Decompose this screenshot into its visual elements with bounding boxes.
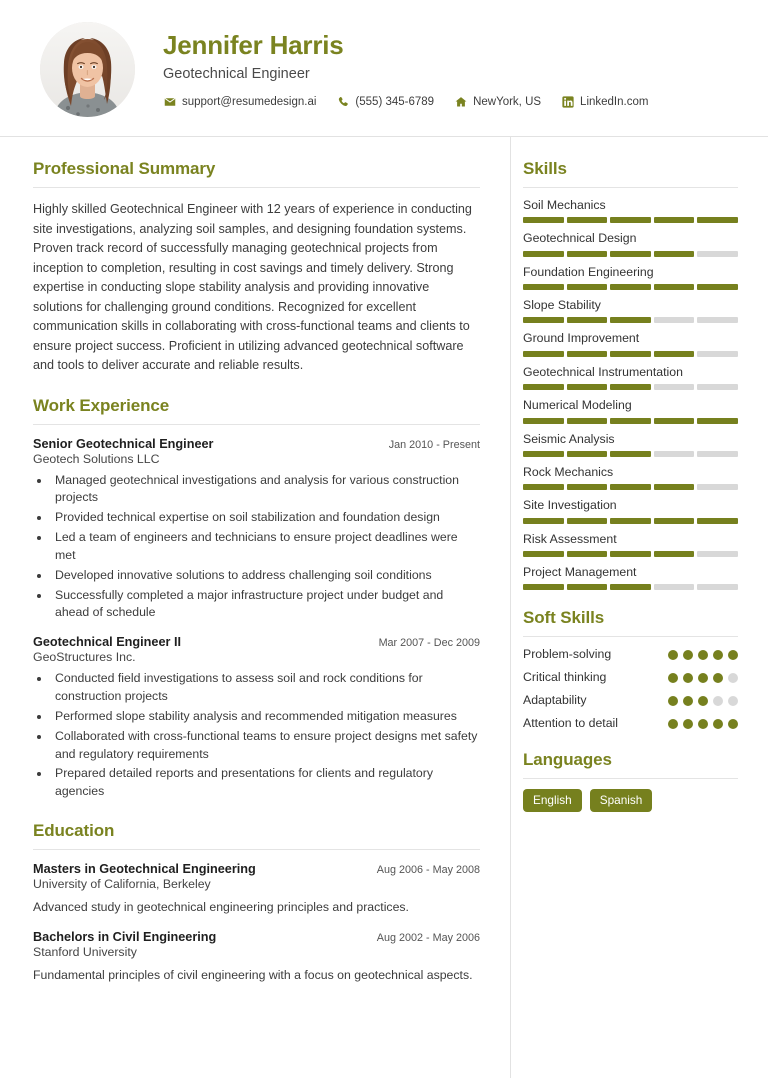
skill-bar-segment [567, 518, 608, 524]
rating-dot [683, 650, 693, 660]
soft-skill-item [523, 647, 738, 663]
skill-bar-segment [610, 451, 651, 457]
skill-bar-segment [697, 251, 738, 257]
soft-skill-label: Attention to detail [523, 716, 619, 731]
skill-bar-segment [523, 518, 564, 524]
soft-skill-label: Critical thinking [523, 670, 607, 685]
bullet-item: • Prepared detailed reports and presentations for clients and regulatory agencies [51, 765, 480, 801]
soft-skill-rating [668, 716, 738, 729]
skill-item [523, 532, 738, 557]
education-list [33, 862, 480, 984]
entry-item [33, 930, 480, 984]
skill-bar-segment [567, 451, 608, 457]
section-divider [523, 636, 738, 637]
skills-list [523, 198, 738, 590]
rating-dot [713, 696, 723, 706]
entry-date: Aug 2002 - May 2006 [376, 931, 480, 944]
entry-title: Bachelors in Civil Engineering [33, 929, 217, 944]
skill-level-bar [523, 284, 738, 290]
skill-level-bar [523, 317, 738, 323]
soft-skill-item [523, 693, 738, 709]
skill-item [523, 265, 738, 290]
skill-bar-segment [610, 484, 651, 490]
skill-item [523, 331, 738, 356]
entry-header [33, 862, 480, 876]
section-title-languages: Languages [523, 750, 612, 770]
entry-bullets [51, 472, 480, 623]
skill-bar-segment [567, 217, 608, 223]
skill-level-bar [523, 584, 738, 590]
resume-body [0, 137, 768, 1078]
skill-bar-segment [654, 217, 695, 223]
skill-bar-segment [654, 351, 695, 357]
skill-bar-segment [567, 251, 608, 257]
skill-bar-segment [654, 451, 695, 457]
skill-bar-segment [567, 351, 608, 357]
bullet-item: • Conducted field investigations to assess soil and rock conditions for construction projects [51, 670, 480, 706]
entry-date: Aug 2006 - May 2008 [376, 864, 480, 877]
rating-dot [683, 719, 693, 729]
bullet-item: • Developed innovative solutions to address challenging soil conditions [51, 567, 480, 585]
entry-organization: Geotech Solutions LLC [33, 451, 160, 466]
skill-bar-segment [697, 284, 738, 290]
skill-bar-segment [697, 351, 738, 357]
entry-title: Senior Geotechnical Engineer [33, 436, 214, 451]
skill-label: Seismic Analysis [523, 431, 615, 446]
rating-dot [713, 719, 723, 729]
skill-bar-segment [697, 518, 738, 524]
skill-bar-segment [523, 351, 564, 357]
contact-row [163, 96, 648, 109]
skill-bar-segment [523, 551, 564, 557]
section-divider [33, 424, 480, 425]
skill-level-bar [523, 484, 738, 490]
skill-level-bar [523, 518, 738, 524]
skill-bar-segment [654, 551, 695, 557]
main-column [0, 137, 511, 1078]
contact-email[interactable] [163, 96, 316, 109]
skill-bar-segment [697, 484, 738, 490]
rating-dot [668, 696, 678, 706]
skill-label: Geotechnical Design [523, 231, 637, 246]
rating-dot [728, 696, 738, 706]
skill-label: Ground Improvement [523, 331, 640, 346]
rating-dot [713, 650, 723, 660]
skill-bar-segment [610, 284, 651, 290]
home-icon [454, 96, 467, 109]
skill-bar-segment [610, 384, 651, 390]
skill-bar-segment [697, 317, 738, 323]
contact-linkedin-text: LinkedIn.com [580, 96, 649, 109]
rating-dot [728, 673, 738, 683]
skill-bar-segment [567, 418, 608, 424]
skill-bar-segment [523, 484, 564, 490]
entry-date: Jan 2010 - Present [388, 438, 480, 451]
skill-bar-segment [697, 217, 738, 223]
skill-bar-segment [697, 384, 738, 390]
entry-bullets [51, 670, 480, 801]
language-chip[interactable]: Spanish [590, 789, 653, 812]
skill-bar-segment [610, 317, 651, 323]
skill-bar-segment [523, 251, 564, 257]
contact-location-text: NewYork, US [473, 96, 542, 109]
skill-label: Slope Stability [523, 298, 601, 313]
entry-header [33, 930, 480, 944]
skill-bar-segment [654, 284, 695, 290]
skill-item [523, 565, 738, 590]
header-text [163, 29, 648, 109]
skill-bar-segment [610, 251, 651, 257]
rating-dot [683, 696, 693, 706]
contact-email-text: support@resumedesign.ai [182, 96, 317, 109]
skill-bar-segment [697, 584, 738, 590]
entry-description: Fundamental principles of civil engineering with a focus on geotechnical aspects. [33, 967, 473, 982]
skill-level-bar [523, 384, 738, 390]
summary-text: Highly skilled Geotechnical Engineer with 12 years of experience in conducting site investigations, analyzing soil samples, and designing foundation systems. Proven track record of successfully managing geotechnical projects from inception to completion, resulting in cost savings and timely delivery. Strong expertise in conducting slope stability analysis and providing innovative solutions for challenging ground conditions. Recognized for excellent communication skills in collaborating with cross-functional teams and clients to ensure project success. Proficient in utilizing advanced geotechnical software and tools to deliver accurate and reliable results. [33, 202, 472, 373]
entry-header [33, 635, 480, 649]
skill-bar-segment [654, 317, 695, 323]
skill-bar-segment [523, 384, 564, 390]
linkedin-icon [561, 96, 574, 109]
skill-bar-segment [697, 551, 738, 557]
section-divider [523, 187, 738, 188]
skill-label: Geotechnical Instrumentation [523, 364, 683, 379]
rating-dot [668, 673, 678, 683]
entry-item [33, 635, 480, 801]
entry-title: Masters in Geotechnical Engineering [33, 862, 256, 877]
contact-phone[interactable] [336, 96, 434, 109]
skill-bar-segment [523, 284, 564, 290]
skill-bar-segment [610, 518, 651, 524]
skill-item [523, 298, 738, 323]
soft-skills-list [523, 647, 738, 732]
skill-bar-segment [523, 217, 564, 223]
section-divider [33, 187, 480, 188]
skill-bar-segment [610, 418, 651, 424]
skill-bar-segment [610, 584, 651, 590]
bullet-item: • Provided technical expertise on soil stabilization and foundation design [51, 509, 480, 527]
skill-label: Site Investigation [523, 498, 617, 513]
skill-bar-segment [654, 518, 695, 524]
experience-list [33, 437, 480, 801]
skill-label: Project Management [523, 564, 637, 579]
rating-dot [698, 673, 708, 683]
skill-bar-segment [654, 418, 695, 424]
skill-level-bar [523, 351, 738, 357]
soft-skill-item [523, 670, 738, 686]
skill-item [523, 465, 738, 490]
soft-skill-label: Adaptability [523, 693, 587, 708]
rating-dot [698, 650, 708, 660]
skill-bar-segment [567, 317, 608, 323]
soft-skill-item [523, 716, 738, 732]
entry-header [33, 437, 480, 451]
skill-bar-segment [654, 384, 695, 390]
rating-dot [728, 719, 738, 729]
skill-label: Rock Mechanics [523, 464, 614, 479]
skill-bar-segment [523, 451, 564, 457]
skill-bar-segment [654, 251, 695, 257]
job-role: Geotechnical Engineer [163, 65, 310, 82]
skill-level-bar [523, 217, 738, 223]
rating-dot [683, 673, 693, 683]
skill-bar-segment [697, 418, 738, 424]
rating-dot [698, 719, 708, 729]
entry-description: Advanced study in geotechnical engineering principles and practices. [33, 900, 409, 915]
section-soft-skills [523, 608, 738, 732]
soft-skill-rating [668, 647, 738, 660]
section-work-experience [33, 396, 480, 801]
bullet-item: • Successfully completed a major infrastructure project under budget and ahead of schedule [51, 587, 480, 623]
skill-label: Foundation Engineering [523, 264, 654, 279]
skill-item [523, 432, 738, 457]
rating-dot [668, 650, 678, 660]
bullet-item: • Led a team of engineers and technicians to ensure project deadlines were met [51, 529, 480, 565]
avatar [40, 22, 135, 117]
bullet-item: • Performed slope stability analysis and recommended mitigation measures [51, 708, 480, 726]
envelope-icon [163, 96, 176, 109]
skill-item [523, 231, 738, 256]
skill-bar-segment [610, 217, 651, 223]
entry-item [33, 437, 480, 623]
entry-title: Geotechnical Engineer II [33, 635, 182, 650]
skill-level-bar [523, 251, 738, 257]
languages-list [523, 789, 738, 812]
section-divider [523, 778, 738, 779]
skill-bar-segment [523, 418, 564, 424]
entry-organization: Stanford University [33, 944, 137, 959]
soft-skill-label: Problem-solving [523, 647, 612, 662]
section-divider [33, 849, 480, 850]
page-title: Jennifer Harris [163, 30, 344, 61]
skill-bar-segment [654, 584, 695, 590]
skill-label: Risk Assessment [523, 531, 617, 546]
sidebar-column [511, 137, 768, 1078]
contact-phone-text: (555) 345-6789 [355, 96, 435, 109]
skill-item [523, 398, 738, 423]
rating-dot [668, 719, 678, 729]
skill-label: Numerical Modeling [523, 398, 632, 413]
entry-item [33, 862, 480, 916]
skill-item [523, 498, 738, 523]
skill-bar-segment [697, 451, 738, 457]
skill-label: Soil Mechanics [523, 198, 606, 212]
skill-bar-segment [567, 484, 608, 490]
rating-dot [728, 650, 738, 660]
skill-level-bar [523, 551, 738, 557]
skill-level-bar [523, 451, 738, 457]
phone-icon [336, 96, 349, 109]
section-professional-summary [33, 159, 480, 376]
rating-dot [713, 673, 723, 683]
entry-organization: GeoStructures Inc. [33, 650, 136, 665]
section-skills [523, 159, 738, 590]
rating-dot [698, 696, 708, 706]
language-chip[interactable]: English [523, 789, 582, 812]
skill-bar-segment [523, 584, 564, 590]
skill-bar-segment [523, 317, 564, 323]
section-title-education: Education [33, 821, 115, 841]
section-title-skills: Skills [523, 159, 567, 178]
skill-item [523, 365, 738, 390]
soft-skill-rating [668, 693, 738, 706]
entry-organization: University of California, Berkeley [33, 877, 211, 892]
skill-bar-segment [567, 551, 608, 557]
bullet-item: • Managed geotechnical investigations and analysis for various construction projects [51, 472, 480, 508]
section-title-summary: Professional Summary [33, 159, 216, 178]
skill-bar-segment [567, 384, 608, 390]
resume-header [0, 0, 768, 137]
skill-bar-segment [610, 551, 651, 557]
section-education [33, 821, 480, 984]
contact-location[interactable] [454, 96, 541, 109]
skill-bar-segment [567, 584, 608, 590]
skill-item [523, 198, 738, 223]
section-title-experience: Work Experience [33, 395, 170, 415]
contact-linkedin[interactable] [561, 96, 648, 109]
soft-skill-rating [668, 670, 738, 683]
skill-bar-segment [610, 351, 651, 357]
skill-bar-segment [654, 484, 695, 490]
skill-bar-segment [567, 284, 608, 290]
section-languages [523, 750, 738, 812]
skill-level-bar [523, 418, 738, 424]
entry-date: Mar 2007 - Dec 2009 [378, 637, 480, 650]
section-title-soft-skills: Soft Skills [523, 608, 605, 628]
bullet-item: • Collaborated with cross-functional teams to ensure project designs met safety and regulatory requirements [51, 728, 480, 764]
